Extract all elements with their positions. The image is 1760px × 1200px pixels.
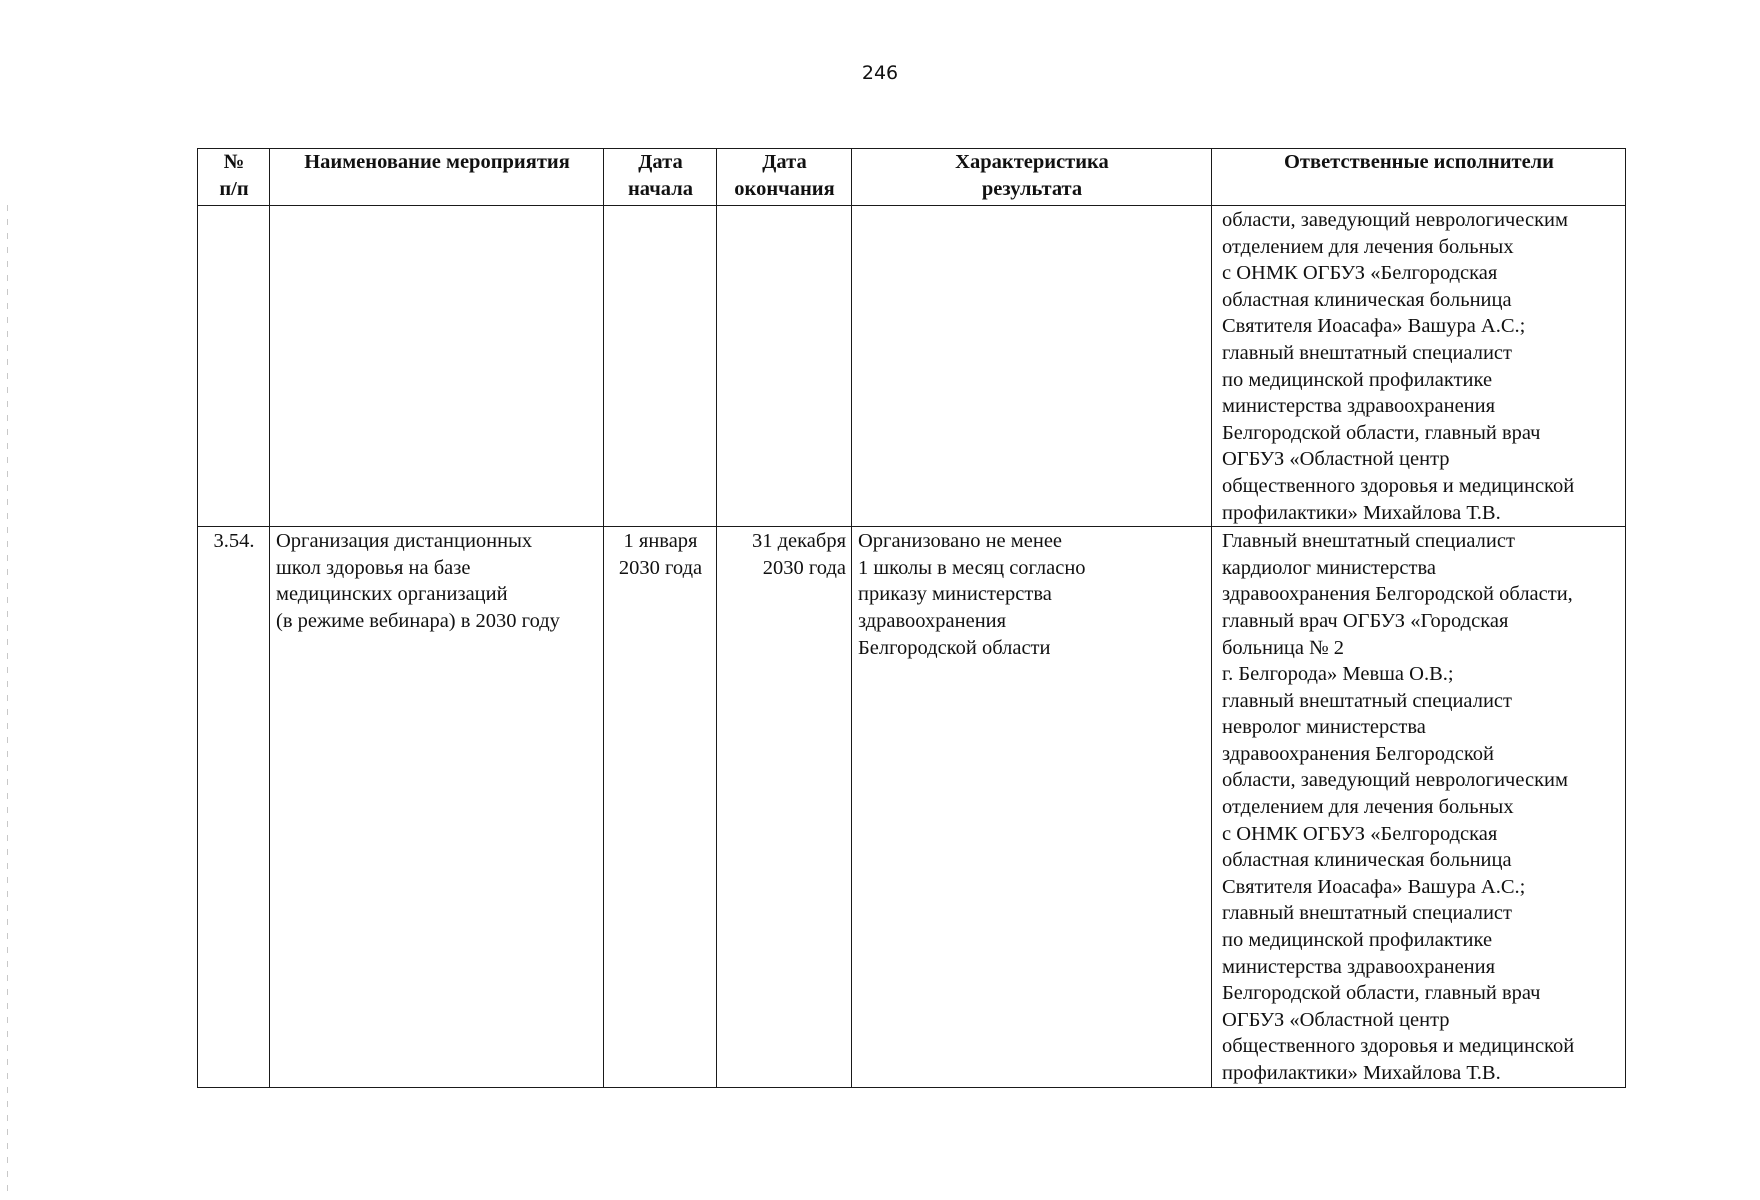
- scan-margin-line: [7, 205, 8, 1195]
- cell-start-date: 1 января 2030 года: [604, 527, 717, 1087]
- cell-num: [198, 206, 270, 527]
- cell-executors: Главный внештатный специалист кардиолог министерства здравоохранения Белгородской области, главный врач ОГБУЗ «Городская больница № 2 г. Белгорода» Мевша О.В.; главный внештатный специалист невролог министерства здравоохранения Белгородской области, заведующий неврологическим отделением для лечения больных с ОНМК ОГБУЗ «Белгородская областная клиническая больница Святителя Иоасафа» Вашура А.С.; главный внештатный специалист по медицинской профилактике министерства здравоохранения Белгородской области, главный врач ОГБУЗ «Областной центр общественного здоровья и медицинской профилактики» Михайлова Т.В.: [1212, 527, 1626, 1087]
- cell-name: [270, 206, 604, 527]
- header-start-date: Дата начала: [604, 149, 717, 206]
- cell-result: [852, 206, 1212, 527]
- cell-num: 3.54.: [198, 527, 270, 1087]
- header-end-date: Дата окончания: [717, 149, 852, 206]
- cell-executors: области, заведующий неврологическим отделением для лечения больных с ОНМК ОГБУЗ «Белгородская областная клиническая больница Святителя Иоасафа» Вашура А.С.; главный внештатный специалист по медицинской профилактике министерства здравоохранения Белгородской области, главный врач ОГБУЗ «Областной центр общественного здоровья и медицинской профилактики» Михайлова Т.В.: [1212, 206, 1626, 527]
- header-num: № п/п: [198, 149, 270, 206]
- header-result: Характеристика результата: [852, 149, 1212, 206]
- cell-end-date: [717, 206, 852, 527]
- cell-start-date: [604, 206, 717, 527]
- activities-table: [197, 148, 1626, 1088]
- page-number: 246: [861, 62, 899, 84]
- header-executors: Ответственные исполнители: [1212, 149, 1626, 206]
- cell-result: Организовано не менее 1 школы в месяц согласно приказу министерства здравоохранения Белгородской области: [852, 527, 1212, 1087]
- table-header-row: [198, 149, 1626, 206]
- table-row: [198, 527, 1626, 1087]
- header-name: Наименование мероприятия: [270, 149, 604, 206]
- table-row: [198, 206, 1626, 527]
- cell-end-date: 31 декабря 2030 года: [717, 527, 852, 1087]
- cell-name: Организация дистанционных школ здоровья на базе медицинских организаций (в режиме вебинара) в 2030 году: [270, 527, 604, 1087]
